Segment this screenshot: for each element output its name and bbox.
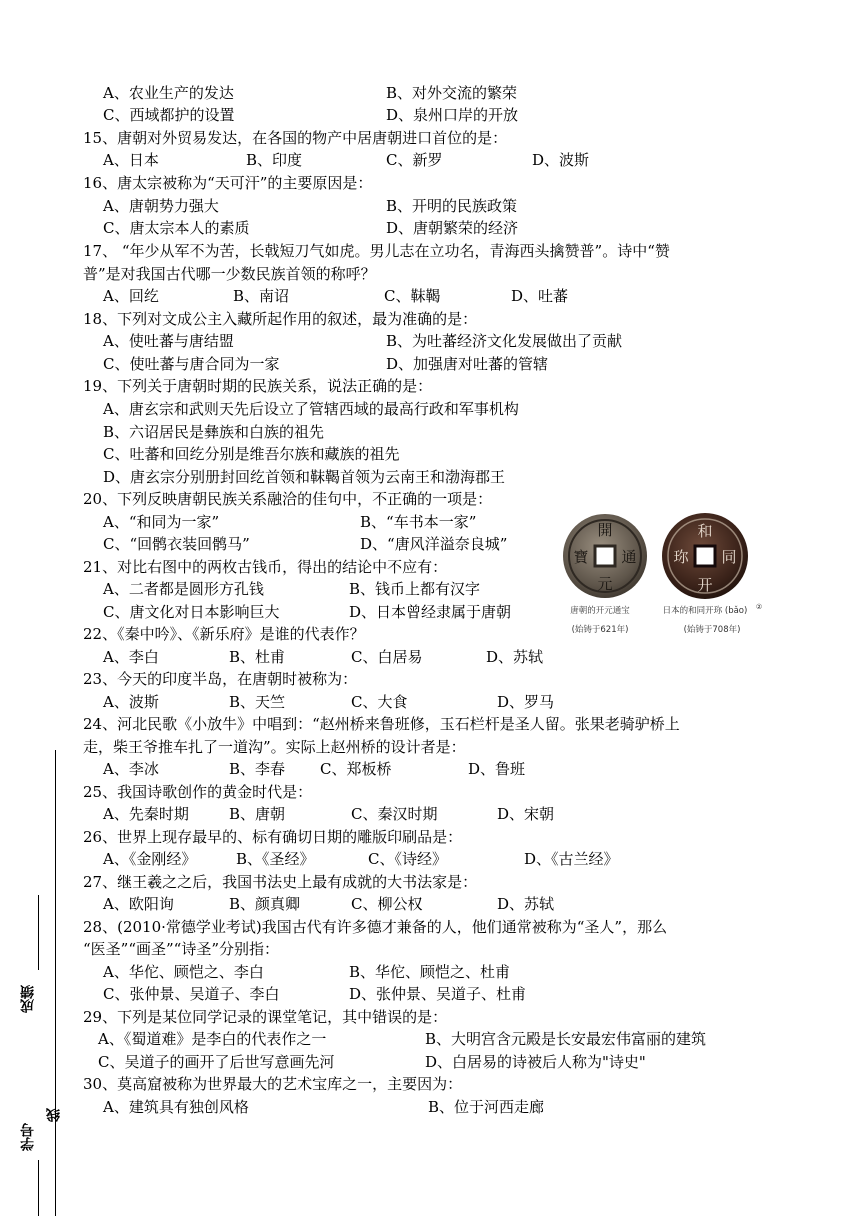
q29-option-a: A、《蜀道难》是李白的代表作之一 [98,1030,327,1048]
q17-option-c: C、靺鞨 [384,287,441,305]
q25-option-d: D、宋朝 [497,805,555,823]
kaiyuan-coin [563,514,647,598]
q21-option-row [103,601,512,623]
q18-stem: 18、下列对文成公主入藏所起作用的叙述，最为准确的是： [83,310,478,328]
q21-option-row [103,578,481,600]
q23-option-a: A、波斯 [103,693,159,711]
q24-option-d: D、鲁班 [468,760,526,778]
q20-option-d: D、“唐风洋溢奈良城” [360,535,508,553]
binding-line-label: 线 [46,1108,62,1122]
q21-stem: 21、对比右图中的两枚古钱币，得出的结论中不应有： [83,558,448,576]
coin-right-char-top: 和 [697,522,713,540]
score-label: 成绩 [20,985,36,1013]
q17-option-a: A、回纥 [103,287,159,305]
q30-option-b: B、位于河西走廊 [428,1098,545,1116]
coin-left-char-right: 通 [621,548,637,566]
wadokaichin-coin [662,513,748,599]
q15-option-a: A、日本 [103,151,159,169]
q24-stem-line2: 走，柴王爷推车扎了一道沟”。实际上赵州桥的设计者是： [83,738,466,756]
q17-stem-line1: 17、 “年少从军不为苦，长戟短刀气如虎。男儿志在立功名，青海西头擒赞普”。诗中“赞 [83,242,670,260]
q29-option-b: B、大明宫含元殿是长安最宏伟富丽的建筑 [425,1030,707,1048]
q23-option-b: B、天竺 [229,693,286,711]
q28-option-b: B、华佗、顾恺之、杜甫 [349,963,511,981]
q26-option-c: C、《诗经》 [368,850,447,868]
q18-option-row [103,330,623,352]
q16-option-b: B、开明的民族政策 [386,197,518,215]
q25-options [103,803,555,825]
q18-option-b: B、为吐蕃经济文化发展做出了贡献 [386,332,623,350]
q20-stem: 20、下列反映唐朝民族关系融洽的佳句中，不正确的一项是： [83,490,493,508]
coin-left-char-bottom: 元 [597,575,613,593]
q16-option-row [103,217,519,239]
coin-left-caption-date: (始铸于621年) [571,625,629,635]
q24-options [103,758,526,780]
student-number-blank-line [38,1160,39,1216]
q25-option-c: C、秦汉时期 [351,805,438,823]
q19-option-b: B、六诏居民是彝族和白族的祖先 [103,423,325,441]
q24-option-b: B、李春 [229,760,286,778]
q25-option-a: A、先秦时期 [103,805,189,823]
q15-option-b: B、印度 [246,151,303,169]
q24-option-a: A、李冰 [103,760,159,778]
coin-right-char-bottom: 开 [697,576,713,594]
q14-option-b: B、对外交流的繁荣 [386,84,518,102]
q20-option-c: C、“回鹘衣装回鹘马” [103,535,250,553]
q20-option-a: A、“和同为一家” [103,513,220,531]
q18-option-row [103,353,549,375]
q19-stem: 19、下列关于唐朝时期的民族关系，说法正确的是： [83,377,433,395]
coins-figure [555,508,770,638]
q26-option-b: B、《圣经》 [236,850,315,868]
q16-option-d: D、唐朝繁荣的经济 [386,219,519,237]
q29-option-c: C、吴道子的画开了后世写意画先河 [98,1053,335,1071]
q27-option-c: C、柳公权 [351,895,423,913]
q17-option-b: B、南诏 [233,287,290,305]
q14-option-a: A、农业生产的发达 [103,84,234,102]
q28-stem-line2: “医圣”“画圣”“诗圣”分别指： [83,940,280,958]
q14-option-d: D、泉州口岸的开放 [386,106,519,124]
q16-stem: 16、唐太宗被称为“天可汗”的主要原因是： [83,174,373,192]
q23-stem: 23、今天的印度半岛，在唐朝时被称为： [83,670,358,688]
q29-option-row [98,1051,646,1073]
coin-right-caption-note: ② [755,603,763,611]
q18-option-d: D、加强唐对吐蕃的管辖 [386,355,549,373]
q14-option-row [103,82,518,104]
q22-options [103,646,544,668]
q26-option-a: A、《金刚经》 [103,850,197,868]
coin-left-char-top: 開 [597,521,613,539]
q17-option-d: D、吐蕃 [511,287,569,305]
q28-stem-line1: 28、(2010·常德学业考试)我国古代有许多德才兼备的人，他们通常被称为“圣人”，那么 [83,918,668,936]
q22-option-c: C、白居易 [351,648,423,666]
q16-option-a: A、唐朝势力强大 [103,197,219,215]
score-blank-line [38,895,39,970]
q29-stem: 29、下列是某位同学记录的课堂笔记，其中错误的是： [83,1008,448,1026]
binding-line [55,750,56,1216]
q21-option-a: A、二者都是圆形方孔钱 [103,580,264,598]
coin-right-caption-date: (始铸于708年) [683,625,741,635]
q19-option-d: D、唐玄宗分别册封回纥首领和靺鞨首领为云南王和渤海郡王 [103,468,506,486]
coin-right-char-right: 同 [721,548,737,566]
q22-option-b: B、杜甫 [229,648,286,666]
q19-option-a: A、唐玄宗和武则天先后设立了管辖西域的最高行政和军事机构 [103,400,519,418]
q21-option-c: C、唐文化对日本影响巨大 [103,603,280,621]
student-number-label: 学号 [20,1123,36,1151]
q17-options [103,285,569,307]
q27-option-d: D、苏轼 [497,895,555,913]
q29-option-row [98,1028,707,1050]
coin-left-caption: 唐朝的开元通宝 [570,606,630,616]
q27-option-a: A、欧阳询 [103,895,174,913]
q30-option-row [103,1096,545,1118]
q21-option-b: B、钱币上都有汉字 [349,580,481,598]
q28-option-row [103,961,511,983]
q22-stem: 22、《秦中吟》、《新乐府》是谁的代表作？ [83,625,365,643]
q30-option-a: A、建筑具有独创风格 [103,1098,249,1116]
q28-option-d: D、张仲景、吴道子、杜甫 [349,985,527,1003]
q20-option-b: B、“车书本一家” [360,513,477,531]
q22-option-a: A、李白 [103,648,159,666]
coin-left-char-left: 寶 [573,548,589,566]
coins-illustration [555,508,770,638]
q20-option-row [103,533,508,555]
q24-stem-line1: 24、河北民歌《小放牛》中唱到：“赵州桥来鲁班修，玉石栏杆是圣人留。张果老骑驴桥上 [83,715,680,733]
q16-option-c: C、唐太宗本人的素质 [103,219,250,237]
q25-option-b: B、唐朝 [229,805,286,823]
q26-option-d: D、《古兰经》 [524,850,619,868]
q18-option-a: A、使吐蕃与唐结盟 [103,332,234,350]
q15-option-c: C、新罗 [386,151,443,169]
q23-options [103,691,555,713]
q27-options [103,893,555,915]
q28-option-a: A、华佗、顾恺之、李白 [103,963,264,981]
q26-stem: 26、世界上现存最早的、标有确切日期的雕版印刷品是： [83,828,463,846]
q23-option-d: D、罗马 [497,693,555,711]
q21-option-d: D、日本曾经隶属于唐朝 [349,603,512,621]
q19-option-c: C、吐蕃和回纥分别是维吾尔族和藏族的祖先 [103,445,400,463]
q28-option-row [103,983,527,1005]
q15-option-d: D、波斯 [532,151,590,169]
q26-options [103,848,619,870]
q14-option-c: C、西域都护的设置 [103,106,235,124]
coin-right-char-left: 珎 [673,548,689,566]
q24-option-c: C、郑板桥 [320,760,392,778]
q27-option-b: B、颜真卿 [229,895,301,913]
q14-option-row [103,104,519,126]
q17-stem-line2: 普”是对我国古代哪一少数民族首领的称呼？ [83,265,376,283]
q15-stem: 15、唐朝对外贸易发达，在各国的物产中居唐朝进口首位的是： [83,129,508,147]
q25-stem: 25、我国诗歌创作的黄金时代是： [83,783,313,801]
q27-stem: 27、继王羲之之后，我国书法史上最有成就的大书法家是： [83,873,478,891]
q16-option-row [103,195,518,217]
q15-options [103,149,590,171]
coin-right-caption: 日本的和同开珎 (bǎo) [662,606,748,616]
q18-option-c: C、使吐蕃与唐合同为一家 [103,355,280,373]
q28-option-c: C、张仲景、吴道子、李白 [103,985,280,1003]
q22-option-d: D、苏轼 [486,648,544,666]
q30-stem: 30、莫高窟被称为世界最大的艺术宝库之一，主要因为： [83,1075,463,1093]
q29-option-d: D、白居易的诗被后人称为"诗史" [425,1053,646,1071]
q23-option-c: C、大食 [351,693,408,711]
q20-option-row [103,511,477,533]
